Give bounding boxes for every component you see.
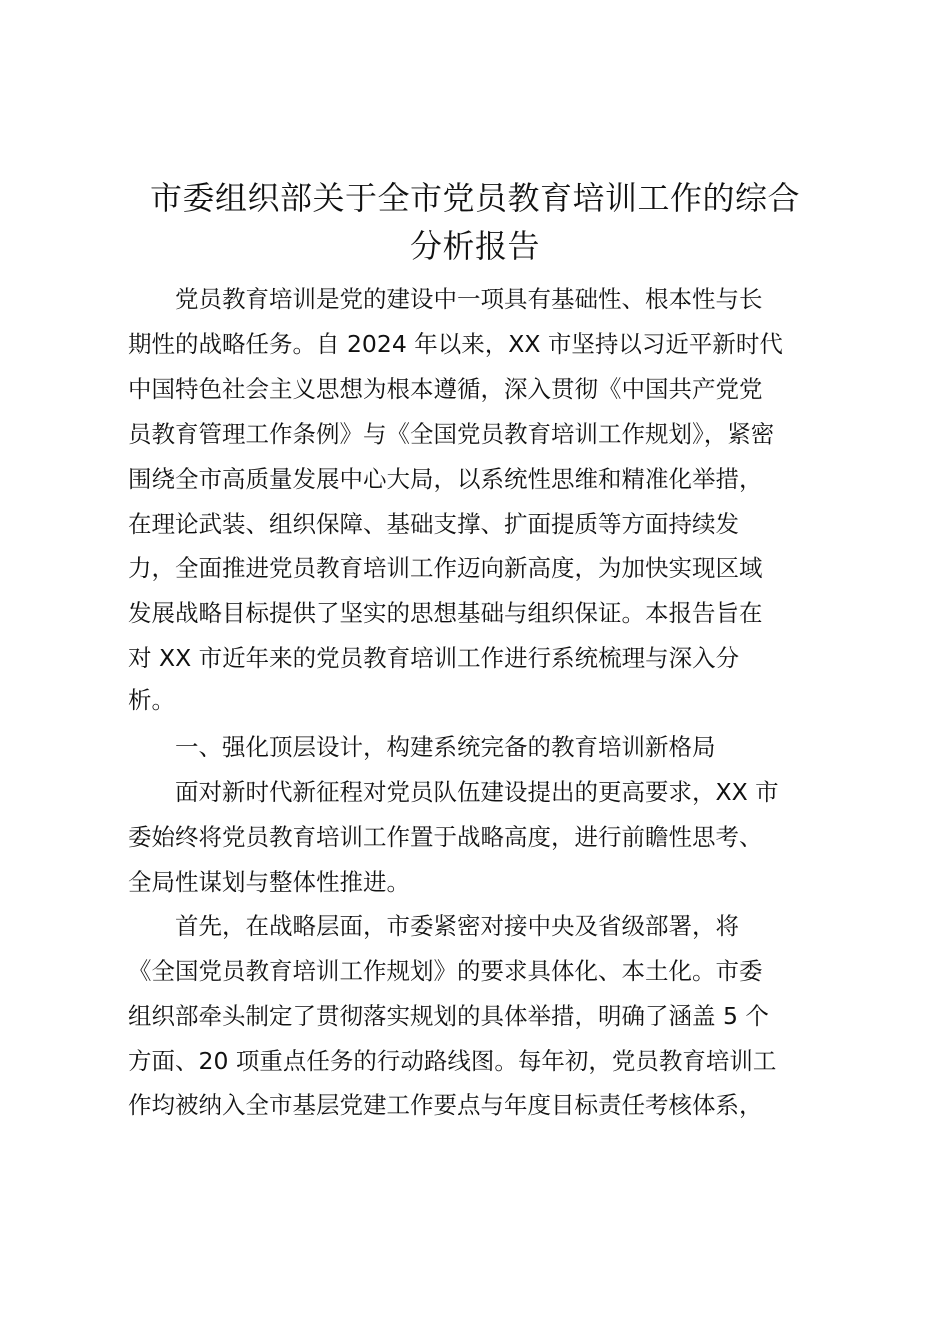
body-line: 力，全面推进党员教育培训工作迈向新高度，为加快实现区域 [128, 554, 763, 582]
body-line: 组织部牵头制定了贯彻落实规划的具体举措，明确了涵盖 5 个 [128, 1002, 769, 1030]
body-line: 对 XX 市近年来的党员教育培训工作进行系统梳理与深入分 [128, 644, 740, 672]
document-title-line-2: 分析报告 [409, 227, 540, 265]
body-line: 党员教育培训是党的建设中一项具有基础性、根本性与长 [128, 285, 763, 313]
body-line: 全局性谋划与整体性推进。 [128, 868, 410, 896]
body-line: 首先，在战略层面，市委紧密对接中央及省级部署，将 [128, 912, 739, 940]
body-line: 面对新时代新征程对党员队伍建设提出的更高要求，XX 市 [128, 778, 779, 806]
body-line: 委始终将党员教育培训工作置于战略高度，进行前瞻性思考、 [128, 823, 763, 851]
body-line: 发展战略目标提供了坚实的思想基础与组织保证。本报告旨在 [128, 599, 763, 627]
body-line: 中国特色社会主义思想为根本遵循，深入贯彻《中国共产党党 [128, 375, 763, 403]
body-line: 《全国党员教育培训工作规划》的要求具体化、本土化。市委 [128, 957, 763, 985]
section-heading: 一、强化顶层设计，构建系统完备的教育培训新格局 [128, 733, 716, 761]
body-line: 围绕全市高质量发展中心大局，以系统性思维和精准化举措， [128, 465, 763, 493]
body-line: 作均被纳入全市基层党建工作要点与年度目标责任考核体系， [128, 1091, 763, 1119]
body-line: 期性的战略任务。自 2024 年以来，XX 市坚持以习近平新时代 [128, 330, 783, 358]
body-line: 方面、20 项重点任务的行动路线图。每年初，党员教育培训工 [128, 1047, 777, 1075]
body-line: 析。 [128, 686, 175, 714]
document-title-line-1: 市委组织部关于全市党员教育培训工作的综合 [149, 179, 800, 217]
body-line: 员教育管理工作条例》与《全国党员教育培训工作规划》，紧密 [128, 420, 775, 448]
body-line: 在理论武装、组织保障、基础支撑、扩面提质等方面持续发 [128, 510, 739, 538]
